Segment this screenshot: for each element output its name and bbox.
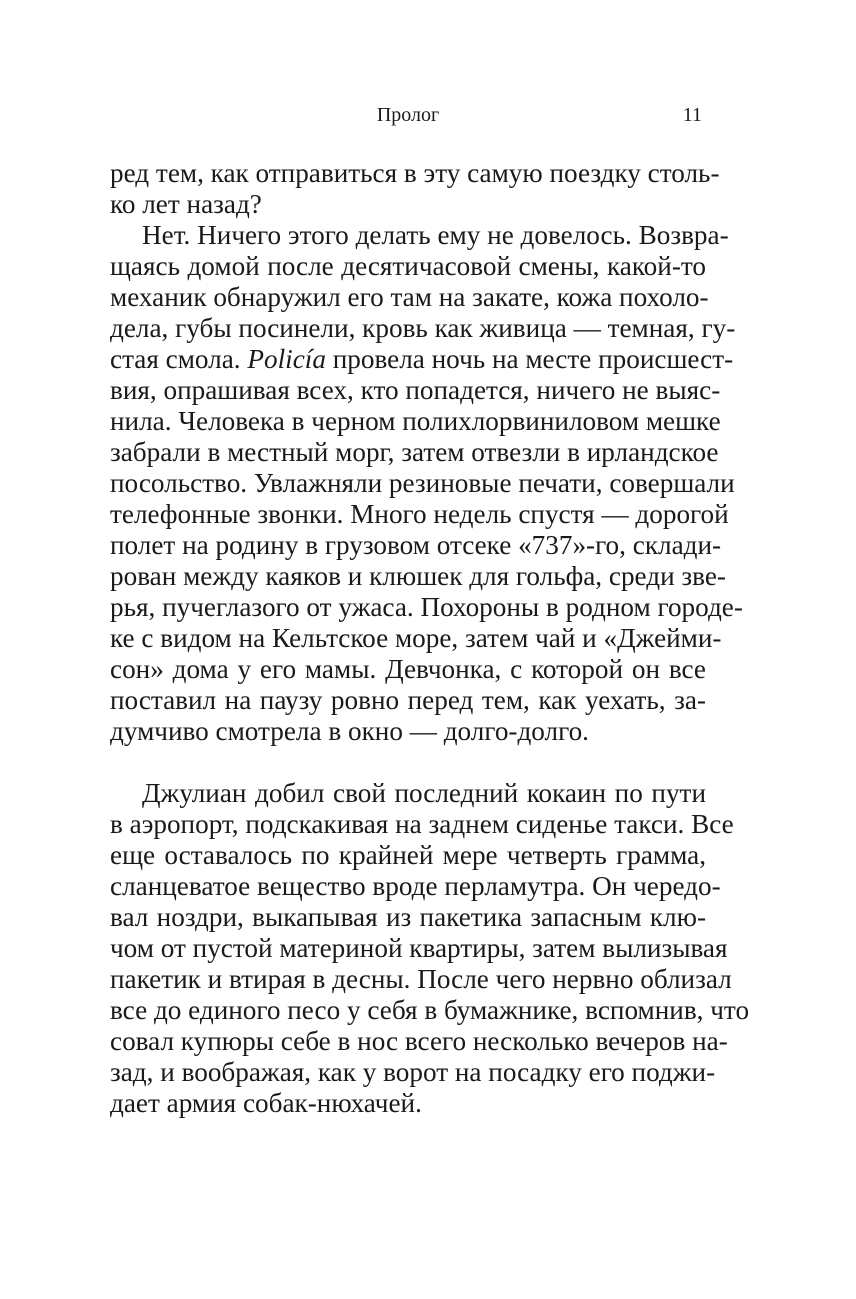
text-line-mixed <box>110 344 734 375</box>
page-number: 11 <box>682 104 702 126</box>
text-line: думчиво смотрела в окно — долго-долго. <box>110 716 589 746</box>
text-line: ке с видом на Кельтское море, затем чай и «Джейми- <box>110 623 722 653</box>
text-line: сон» дома у его мамы. Девчонка, с которой он все <box>110 654 706 684</box>
running-head <box>110 100 706 130</box>
text-line: сланцеватое вещество вроде перламутра. Он чередо- <box>110 871 721 901</box>
text-line: ко лет назад? <box>110 189 262 219</box>
body-text <box>110 158 750 1119</box>
text-fragment: провела ночь на месте происшест- <box>332 344 734 374</box>
text-line: пакетик и втирая в десны. После чего нервно облизал <box>110 964 732 994</box>
text-line: полет на родину в грузовом отсеке «737»-го, склади- <box>110 530 722 560</box>
text-line: телефонные звонки. Много недель спустя — дорогой <box>110 499 729 529</box>
text-line: рья, пучеглазого от ужаса. Похороны в родном городе- <box>110 592 743 622</box>
text-line: еще оставалось по крайней мере четверть грамма, <box>110 840 706 870</box>
text-line: дает армия собак-нюхачей. <box>110 1088 422 1118</box>
text-line: совал купюры себе в нос всего несколько вечеров на- <box>110 1026 728 1056</box>
text-line: забрали в местный морг, затем отвезли в ирландское <box>110 437 719 467</box>
text-line: ред тем, как отправиться в эту самую поездку столь- <box>110 158 720 188</box>
chapter-title: Пролог <box>376 104 440 126</box>
text-line: Джулиан добил свой последний кокаин по пути <box>142 778 706 808</box>
text-line: вия, опрашивая всех, кто попадется, ничего не выяс- <box>110 375 721 405</box>
text-line: зад, и воображая, как у ворот на посадку его поджи- <box>110 1057 716 1087</box>
text-line: щаясь домой после десятичасовой смены, какой-то <box>110 251 706 281</box>
text-line: нила. Человека в черном полихлорвиниловом мешке <box>110 406 721 436</box>
italic-word: Policía <box>247 344 326 374</box>
text-line: посольство. Увлажняли резиновые печати, совершали <box>110 468 735 498</box>
text-line: дела, губы посинели, кровь как живица — темная, гу- <box>110 313 736 343</box>
text-fragment: стая смола. <box>110 344 241 374</box>
text-line: в аэропорт, подскакивая на заднем сиденье такси. Все <box>110 809 734 839</box>
text-line: вал ноздри, выкапывая из пакетика запасным клю- <box>110 902 706 932</box>
text-line: Нет. Ничего этого делать ему не довелось. Возвра- <box>142 220 729 250</box>
text-line: все до единого песо у себя в бумажнике, вспомнив, что <box>110 995 750 1025</box>
text-line: поставил на паузу ровно перед тем, как уехать, за- <box>110 685 706 715</box>
text-line: рован между каяков и клюшек для гольфа, среди зве- <box>110 561 726 591</box>
text-line: чом от пустой материной квартиры, затем вылизывая <box>110 933 728 963</box>
text-line: механик обнаружил его там на закате, кожа похоло- <box>110 282 709 312</box>
